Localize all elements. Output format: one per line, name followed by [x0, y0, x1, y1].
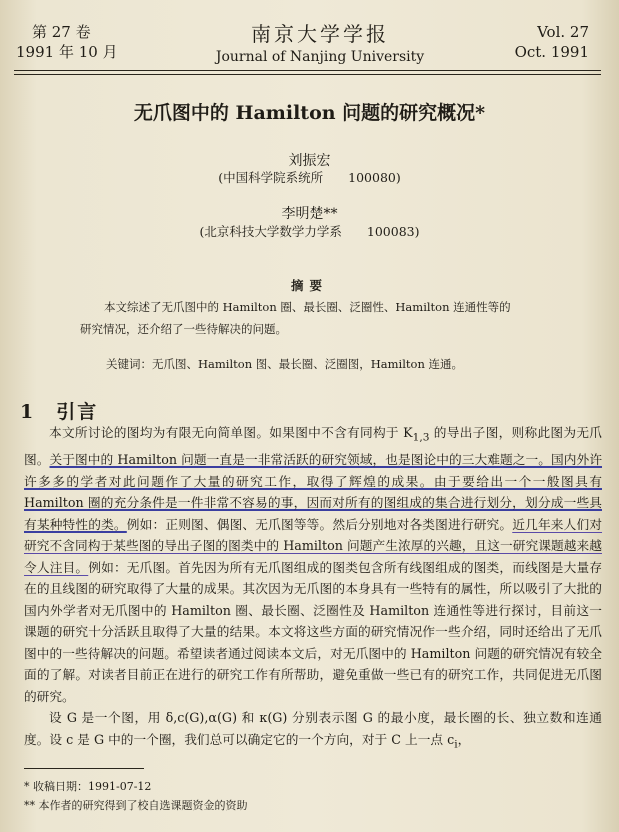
article-title: 无爪图中的 Hamilton 问题的研究概况*: [133, 102, 486, 124]
k13-subscript: 1,3: [412, 431, 430, 444]
body-text: [24, 422, 602, 756]
p1-part-b: 的导出子图，则称此图为无爪图。: [24, 425, 602, 468]
volume-cn: 第 27 卷: [32, 23, 91, 41]
date-cn: 1991 年 10 月: [16, 43, 118, 61]
header-rule-thin: [14, 74, 601, 75]
abstract-text: 本文综述了无爪图中的 Hamilton 圈、最长圈、泛圈性、Hamilton 连通性等的研究情况，还介绍了一些待解决的问题。: [80, 300, 511, 336]
author-1: 刘振宏: [288, 153, 331, 169]
highlighted-passage-2: 近几年来人们对研究不含同构于某些图的导出子图的图类中的 Hamilton 问题产生浓厚的兴趣，且这一研究课题越来越令人注目。: [24, 516, 603, 575]
p1-part-c: 例如：正则图、偶图、无爪图等等。然后分别地对各类图进行研究。: [126, 516, 513, 532]
paragraph-1: [24, 422, 602, 707]
abstract-heading: 摘要: [290, 278, 328, 293]
section-heading: 1 引言: [20, 401, 99, 423]
journal-name-cn: 南京大学学报: [251, 22, 389, 46]
header-right: [515, 22, 589, 62]
header-left: [16, 22, 118, 62]
volume-en: Vol. 27: [537, 23, 589, 41]
header-rule-thick: [14, 70, 601, 71]
p2-text: 设 G 是一个图，用 δ,c(G),α(G) 和 κ(G) 分别表示图 G 的最小度，最长圈的长、独立数和连通度。设 c 是 G 中的一个圈，我们总可以确定它的一个方向，对于 C 上一点 c: [24, 710, 602, 747]
date-en: Oct. 1991: [514, 43, 589, 61]
journal-name-en: Journal of Nanjing University: [215, 49, 425, 65]
footnote-rule: [24, 768, 144, 769]
affiliation-2: (北京科技大学数学力学系 100083): [199, 224, 420, 239]
highlighted-passage-1: 关于图中的 Hamilton 问题一直是一非常活跃的研究领域，也是图论中的三大难题之一。国内外许许多多的学者对此问题作了大量的研究工作，取得了辉煌的成果。由于要给出一个一般图具有 Hamilton 圈的充分条件是一件非常不容易的事，因而对所有的图组成的集合进行划分，划分成一些具有某种特性的类。: [24, 452, 603, 532]
footnote-funding: ** 本作者的研究得到了校自选课题资金的资助: [24, 799, 248, 812]
footnote-received: * 收稿日期：1991-07-12: [24, 780, 152, 793]
ci-subscript: i: [454, 738, 458, 751]
p1-part-a: 本文所讨论的图均为有限无向简单图。如果图中不含有同构于 K: [49, 425, 413, 440]
keywords: 关键词：无爪图、Hamilton 图、最长圈、泛圈图，Hamilton 连通。: [106, 357, 464, 371]
author-2: 李明楚**: [281, 206, 338, 222]
p2-end: ，: [457, 731, 471, 747]
p1-part-d: 例如：无爪图。首先因为所有无爪图组成的图类包含所有线图组成的图类，而线图是大量存在的且线图的研究取得了大量的成果。其次因为无爪图的本身具有一些特有的属性，所以吸引了大批的国内外学者对无爪图中的 Hamilton 圈、最长圈、泛圈性及 Hamilton 连通性等进行探讨，目前这一课题的研究十分活跃且取得了大量的结果。本文将这些方面的研究情况作一些介绍，同时还给出了无爪图中的一些待解决的问题。希望读者通过阅读本文后，对无爪图中的 Hamilton 问题的研究情况有较全面的了解。对读者目前正在进行的研究工作有所帮助，避免重做一些已有的研究工作，共同促进无爪图的研究。: [24, 559, 603, 704]
paragraph-2: [24, 707, 602, 756]
affiliation-1: (中国科学院系统所 100080): [218, 170, 401, 185]
header-center: [200, 18, 440, 65]
